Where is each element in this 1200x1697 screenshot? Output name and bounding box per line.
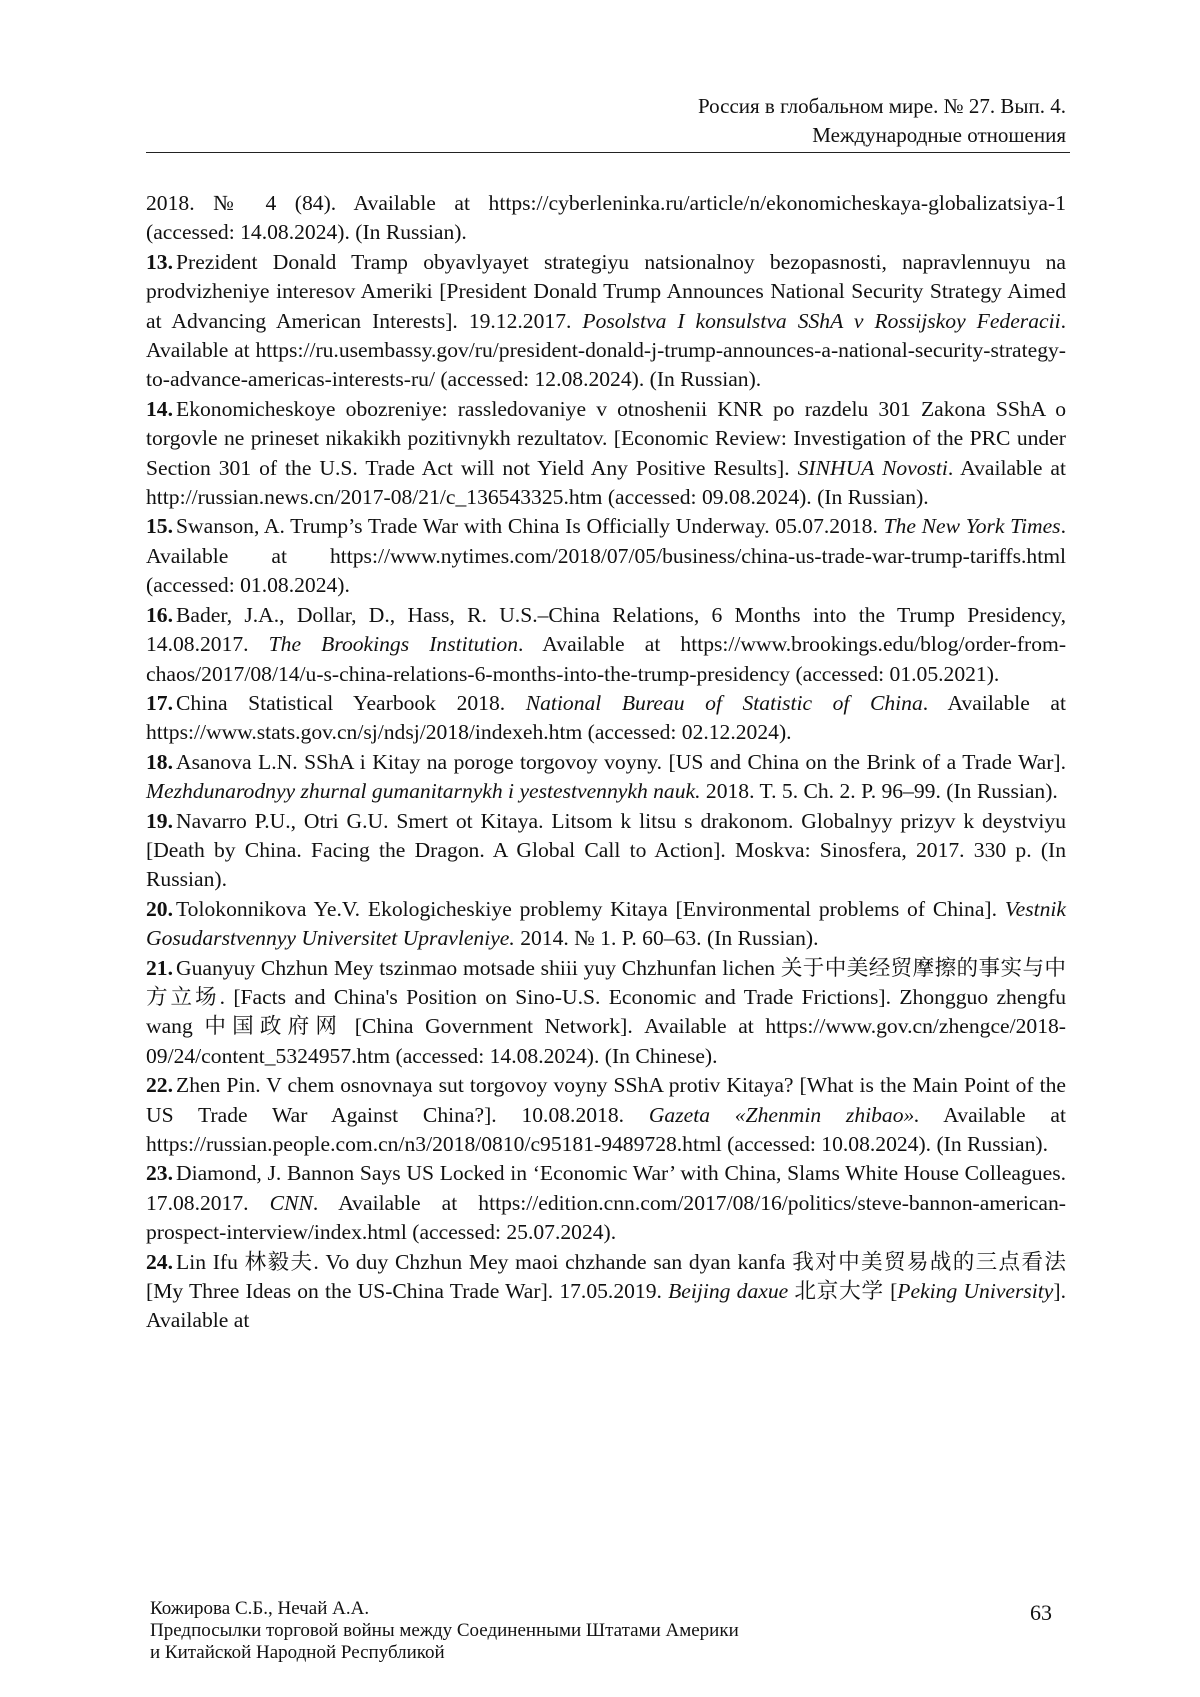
reference-entry [146,395,1066,513]
reference-entry [146,248,1066,395]
reference-text: Prezident Donald Tramp obyavlyayet strategiyu natsionalnoy bezopasnosti, napravlennuyu na prodvizheniye interesov Ameriki [President Donald Trump Announces National Security Strategy Aimed at Advancing American Interests]. 19.12.2017. [146,249,1066,333]
reference-text: . Available at https://edition.cnn.com/2017/08/16/politics/steve-bannon-american-prospect-interview/index.html (accessed: 25.07.2024). [146,1190,1067,1245]
running-header [146,92,1066,150]
reference-number: 22. [146,1073,173,1098]
reference-text: Guanyuy Chzhun Mey tszinmao motsade shiii yuy Chzhunfan lichen 关于中美经贸摩擦的事实与中方立场. [Facts and China's Position on Sino-U.S. Economic and Trade Frictions]. Zhongguo zhengfu wang 中国政府网 [China Government Network]. Available at https://www.gov.cn/zhengce/2018-09/24/content_5324957.htm (accessed: 14.08.2024). (In Chinese). [146,955,1066,1068]
reference-entry [146,1159,1066,1247]
reference-entry [146,189,1066,248]
reference-entry [146,748,1066,807]
header-section-line: Международные отношения [812,123,1066,147]
reference-text: . Available at https://www.stats.gov.cn/sj/ndsj/2018/indexeh.htm (accessed: 02.12.2024). [146,690,1066,745]
reference-text: Swanson, A. Trump’s Trade War with China Is Officially Underway. 05.07.2018. [176,514,884,539]
reference-source-italic: The New York Times [883,514,1061,539]
footer-authors: Кожирова С.Б., Нечай А.А. [150,1598,370,1619]
header-divider [146,152,1070,153]
reference-number: 15. [146,514,173,539]
reference-entry [146,1248,1066,1336]
reference-list [146,189,1066,1336]
reference-entry [146,807,1066,895]
reference-entry [146,601,1066,689]
footer-title-line-1: Предпосылки торговой войны между Соединенными Штатами Америки [150,1620,739,1641]
reference-number: 13. [146,249,173,274]
reference-source-italic: Beijing daxue [668,1279,789,1304]
reference-text: Zhen Pin. V chem osnovnaya sut torgovoy voyny SShA protiv Kitaya? [What is the Main Point of the US Trade War Against China?]. 10.08.2018. [146,1073,1066,1127]
reference-text: Diamond, J. Bannon Says US Locked in ‘Economic War’ with China, Slams White House Colleagues. 17.08.2017. [146,1161,1066,1215]
reference-number: 18. [146,749,173,774]
reference-text: . Available at http://russian.news.cn/2017-08/21/c_136543325.htm (accessed: 09.08.2024). (In Russian). [146,455,1066,510]
reference-text: 2014. № 1. P. 60–63. (In Russian). [514,926,819,951]
reference-text: Ekonomicheskoye obozreniye: rassledovaniye v otnoshenii KNR po razdelu 301 Zakona SShA o torgovle ne prineset nikakikh pozitivnykh rezultatov. [Economic Review: Investigation of the PRC under Section 301 of the U.S. Trade Act will not Yield Any Positive Results]. [146,396,1066,480]
reference-text: Lin Ifu 林毅夫. Vo duy Chzhun Mey maoi chzhande san dyan kanfa 我对中美贸易战的三点看法 [My Three Ideas on the US-China Trade War]. 17.05.2019. [146,1249,1066,1304]
reference-entry [146,895,1066,954]
reference-entry [146,954,1066,1072]
reference-text: Navarro P.U., Otri G.U. Smert ot Kitaya. Litsom k litsu s drakonom. Globalnyy prizyv k deystviyu [Death by China. Facing the Dragon. A Global Call to Action]. Moskva: Sinosfera, 2017. 330 p. (In Russian). [146,808,1066,892]
reference-source-italic: Vestnik Gosudarstvennyy Universitet Upravleniye. [146,896,1066,951]
reference-text: Asanova L.N. SShA i Kitay na poroge torgovoy voyny. [US and China on the Brink of a Trade War]. [176,749,1066,774]
reference-entry [146,1071,1066,1159]
reference-text: 2018. № 4 (84). Available at https://cyberleninka.ru/article/n/ekonomicheskaya-globalizatsiya-1 (accessed: 14.08.2024). (In Russian). [146,191,1066,245]
reference-source-italic: Peking University [897,1279,1054,1304]
reference-text: Tolokonnikova Ye.V. Ekologicheskiye problemy Kitaya [Environmental problems of China]. [176,896,1005,921]
reference-source-italic: Gazeta «Zhenmin zhibao». [648,1102,920,1127]
reference-number: 21. [146,955,173,980]
reference-text: China Statistical Yearbook 2018. [176,690,526,715]
reference-text: 北京大学 [ [788,1279,898,1304]
reference-source-italic: SINHUA Novosti [797,455,948,480]
reference-text: . Available at https://ru.usembassy.gov/ru/president-donald-j-trump-announces-a-national-security-strategy-to-advance-americas-interests-ru/ (accessed: 12.08.2024). (In Russian). [146,308,1066,392]
reference-source-italic: National Bureau of Statistic of China [525,690,923,715]
reference-number: 14. [146,396,173,421]
header-journal-line: Россия в глобальном мире. № 27. Вып. 4. [697,94,1066,118]
reference-source-italic: Posolstva I konsulstva SShA v Rossijskoy Federacii [582,308,1061,333]
running-footer [150,1598,1060,1664]
reference-number: 16. [146,602,173,627]
reference-text: . Available at https://www.brookings.edu/blog/order-from-chaos/2017/08/14/u-s-china-relations-6-months-into-the-trump-presidency (accessed: 01.05.2021). [146,632,1067,686]
reference-entry [146,689,1066,748]
reference-number: 23. [146,1161,173,1186]
reference-text: 2018. T. 5. Ch. 2. P. 96–99. (In Russian). [700,779,1058,804]
reference-number: 19. [146,808,173,833]
reference-source-italic: CNN [269,1190,313,1215]
page-number: 63 [1030,1600,1052,1625]
reference-number: 17. [146,690,173,715]
reference-number: 24. [146,1249,173,1274]
reference-text: Available at https://russian.people.com.cn/n3/2018/0810/c95181-9489728.html (accessed: 10.08.2024). (In Russian). [146,1102,1066,1156]
reference-text: ]. Available at [146,1279,1066,1333]
reference-source-italic: The Brookings Institution [268,632,518,657]
reference-text: Bader, J.A., Dollar, D., Hass, R. U.S.–China Relations, 6 Months into the Trump Presidency, 14.08.2017. [146,602,1066,657]
reference-text: . Available at https://www.nytimes.com/2018/07/05/business/china-us-trade-war-trump-tariffs.html (accessed: 01.08.2024). [146,514,1066,598]
reference-entry [146,512,1066,600]
reference-source-italic: Mezhdunarodnyy zhurnal gumanitarnykh i yestestvennykh nauk. [146,779,701,804]
footer-title-line-2: и Китайской Народной Республикой [150,1642,445,1663]
reference-number: 20. [146,896,173,921]
